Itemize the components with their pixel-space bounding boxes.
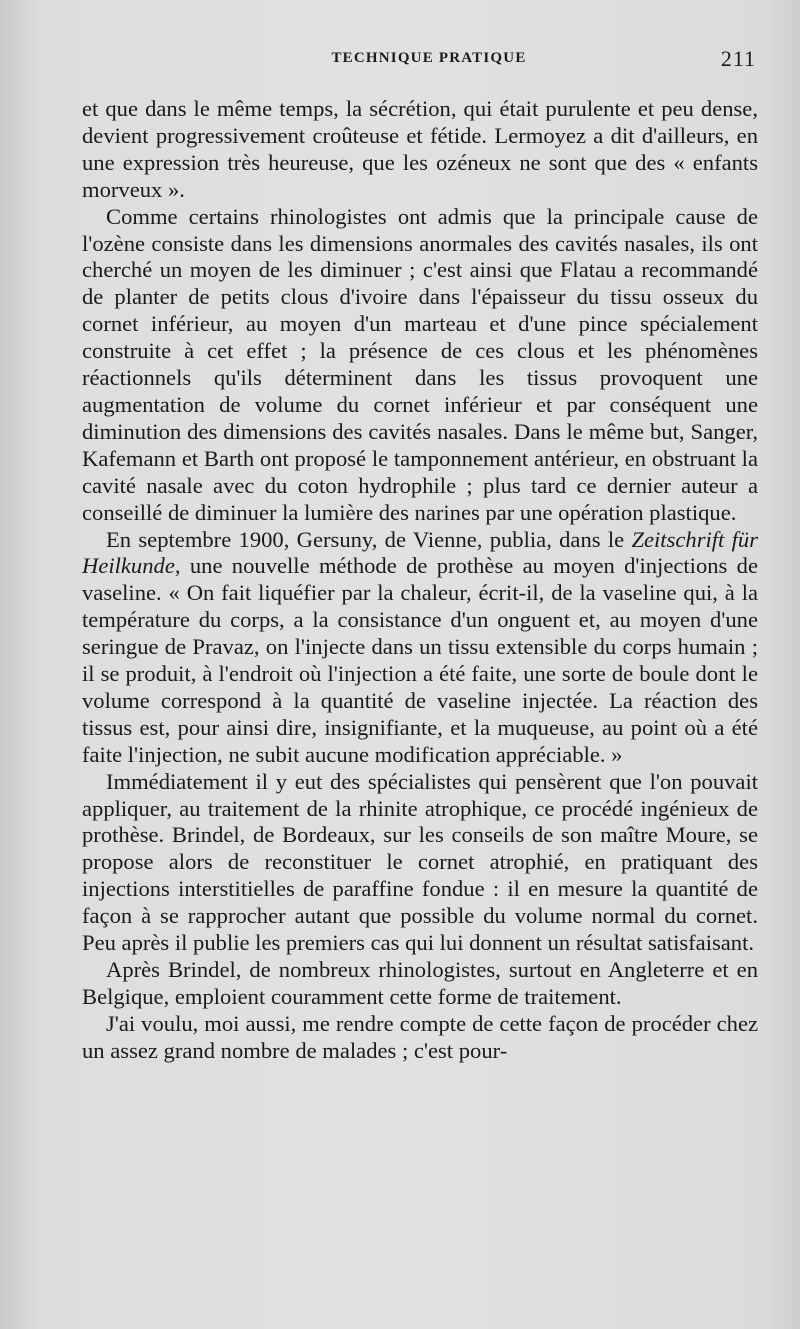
running-title: TECHNIQUE PRATIQUE [331,50,527,66]
paragraph [82,1011,758,1065]
page-header [82,48,756,74]
paragraph [82,204,758,527]
paragraph [82,769,758,957]
page-number: 211 [720,46,756,71]
text-run: Après Brindel, de nombreux rhinologistes, surtout en Angleterre et en Belgique, emploient couramment cette forme de traitement. [82,957,758,1009]
journal-title: Zeitschrift für Heilkunde [82,526,758,579]
text-run: En septembre 1900, Gersuny, de Vienne, publia, dans le [106,526,632,552]
paragraph [82,957,758,1011]
text-run: Comme certains rhinologistes ont admis que la principale cause de l'ozène consiste dans les dimensions anormales des cavités nasales, ils ont cherché un moyen de les diminuer ; c'est ainsi que Flatau a recommandé de planter de petits clous d'ivoire dans l'épaisseur du tissu osseux du cornet inférieur, au moyen d'un marteau et d'une pince spécialement construite à cet effet ; la présence de ces clous et les phénomènes réactionnels qu'ils déterminent dans les tissus provoquent une augmentation de volume du cornet inférieur et par conséquent une diminution des dimensions des cavités nasales. Dans le même but, Sanger, Kafemann et Barth ont proposé le tamponnement antérieur, en obstruant la cavité nasale avec du coton hydrophile ; plus tard ce dernier auteur a conseillé de diminuer la lumière des narines par une opération plastique. [82,203,758,525]
text-run: , une nouvelle méthode de prothèse au moyen d'injections de vaseline. « On fait liquéfier par la chaleur, écrit-il, de la vaseline qui, à la température du corps, a la consistance d'un onguent et, au moyen d'une seringue de Pravaz, on l'injecte dans un tissu extensible du corps humain ; il se produit, à l'endroit où l'injection a été faite, une sorte de boule dont le volume correspond à la quantité de vaseline injectée. La réaction des tissus est, pour ainsi dire, insignifiante, et la muqueuse, au point où a été faite l'injection, ne subit aucune modification appréciable. » [82,553,758,767]
text-run: Immédiatement il y eut des spécialistes qui pensèrent que l'on pouvait appliquer, au traitement de la rhinite atrophique, ce procédé ingénieux de prothèse. Brindel, de Bordeaux, sur les conseils de son maître Moure, se propose alors de reconstituer le cornet atrophié, en pratiquant des injections interstitielles de paraffine fondue : il en mesure la quantité de façon à se rapprocher autant que possible du volume normal du cornet. Peu après il publie les premiers cas qui lui donnent un résultat satisfaisant. [82,768,758,956]
paragraph [82,527,758,769]
text-run: J'ai voulu, moi aussi, me rendre compte de cette façon de procéder chez un assez grand nombre de malades ; c'est pour- [82,1010,758,1063]
text-run: et que dans le même temps, la sécrétion, qui était purulente et peu dense, devient progressivement croûteuse et fétide. Lermoyez a dit d'ailleurs, en une expression très heureuse, que les ozéneux ne sont que des « enfants morveux ». [82,96,758,202]
body-text [82,96,758,1065]
paragraph [82,96,758,204]
